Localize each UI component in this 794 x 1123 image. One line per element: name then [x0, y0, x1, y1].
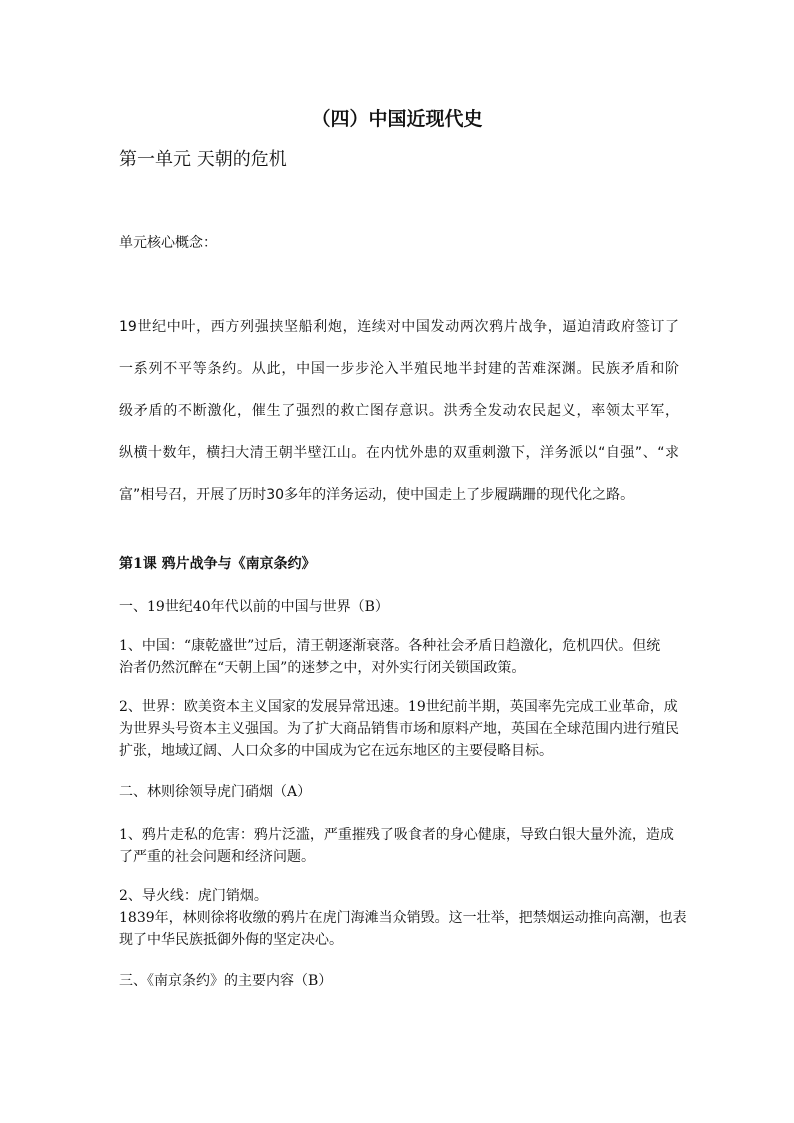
section-line: 一、19世纪40年代以前的中国与世界（B） [119, 599, 389, 615]
section-line: 二、林则徐领导虎门硝烟（A） [119, 784, 312, 800]
core-concept-label: 单元核心概念： [119, 235, 217, 251]
paragraph [119, 696, 679, 762]
intro-line: 富”相号召，开展了历时30多年的洋务运动，使中国走上了步履蹒跚的现代化之路。 [119, 487, 635, 503]
paragraph-line: 为世界头号资本主义强国。为了扩大商品销售市场和原料产地，英国在全球范围内进行殖民 [119, 721, 679, 737]
document-title: （四）中国近现代史 [311, 108, 483, 130]
paragraph-line: 1、鸦片走私的危害：鸦片泛滥，严重摧残了吸食者的身心健康，导致白银大量外流，造成 [119, 827, 674, 843]
section-line: 三、《南京条约》的主要内容（B） [119, 973, 333, 989]
lesson-title: 第1课 鸦片战争与《南京条约》 [119, 556, 316, 572]
paragraph [119, 885, 687, 951]
paragraph-line: 1、中国：“康乾盛世”过后，清王朝逐渐衰落。各种社会矛盾日趋激化，危机四伏。但统 [119, 638, 661, 654]
paragraph [119, 824, 679, 868]
intro-line: 级矛盾的不断激化，催生了强烈的救亡图存意识。洪秀全发动农民起义，率领太平军， [119, 403, 679, 419]
intro-line: 纵横十数年，横扫大清王朝半壁江山。在内忧外患的双重刺激下，洋务派以“自强”、“求 [119, 445, 679, 461]
intro-line: 一系列不平等条约。从此，中国一步步沦入半殖民地半封建的苦难深渊。民族矛盾和阶 [119, 361, 679, 377]
paragraph-line: 1839年，林则徐将收缴的鸦片在虎门海滩当众销毁。这一壮举，把禁烟运动推向高潮，也表 [119, 910, 687, 926]
paragraph [119, 635, 679, 679]
paragraph-line: 扩张，地域辽阔、人口众多的中国成为它在远东地区的主要侵略目标。 [119, 743, 553, 759]
section-heading [119, 781, 679, 803]
section-heading [119, 970, 679, 992]
paragraph-line: 现了中华民族抵御外侮的坚定决心。 [119, 932, 343, 948]
paragraph-line: 了严重的社会问题和经济问题。 [119, 849, 315, 865]
paragraph-line: 2、导火线：虎门销烟。 [119, 888, 268, 904]
paragraph-line: 2、世界：欧美资本主义国家的发展异常迅速。19世纪前半期，英国率先完成工业革命，成 [119, 699, 678, 715]
paragraph-line: 治者仍然沉醉在“天朝上国”的迷梦之中，对外实行闭关锁国政策。 [119, 660, 526, 676]
section-heading [119, 596, 679, 618]
intro-paragraph [119, 306, 679, 516]
intro-line: 19世纪中叶，西方列强挟坚船利炮，连续对中国发动两次鸦片战争，逼迫清政府签订了 [119, 319, 679, 335]
unit-title: 第一单元 天朝的危机 [119, 149, 287, 170]
